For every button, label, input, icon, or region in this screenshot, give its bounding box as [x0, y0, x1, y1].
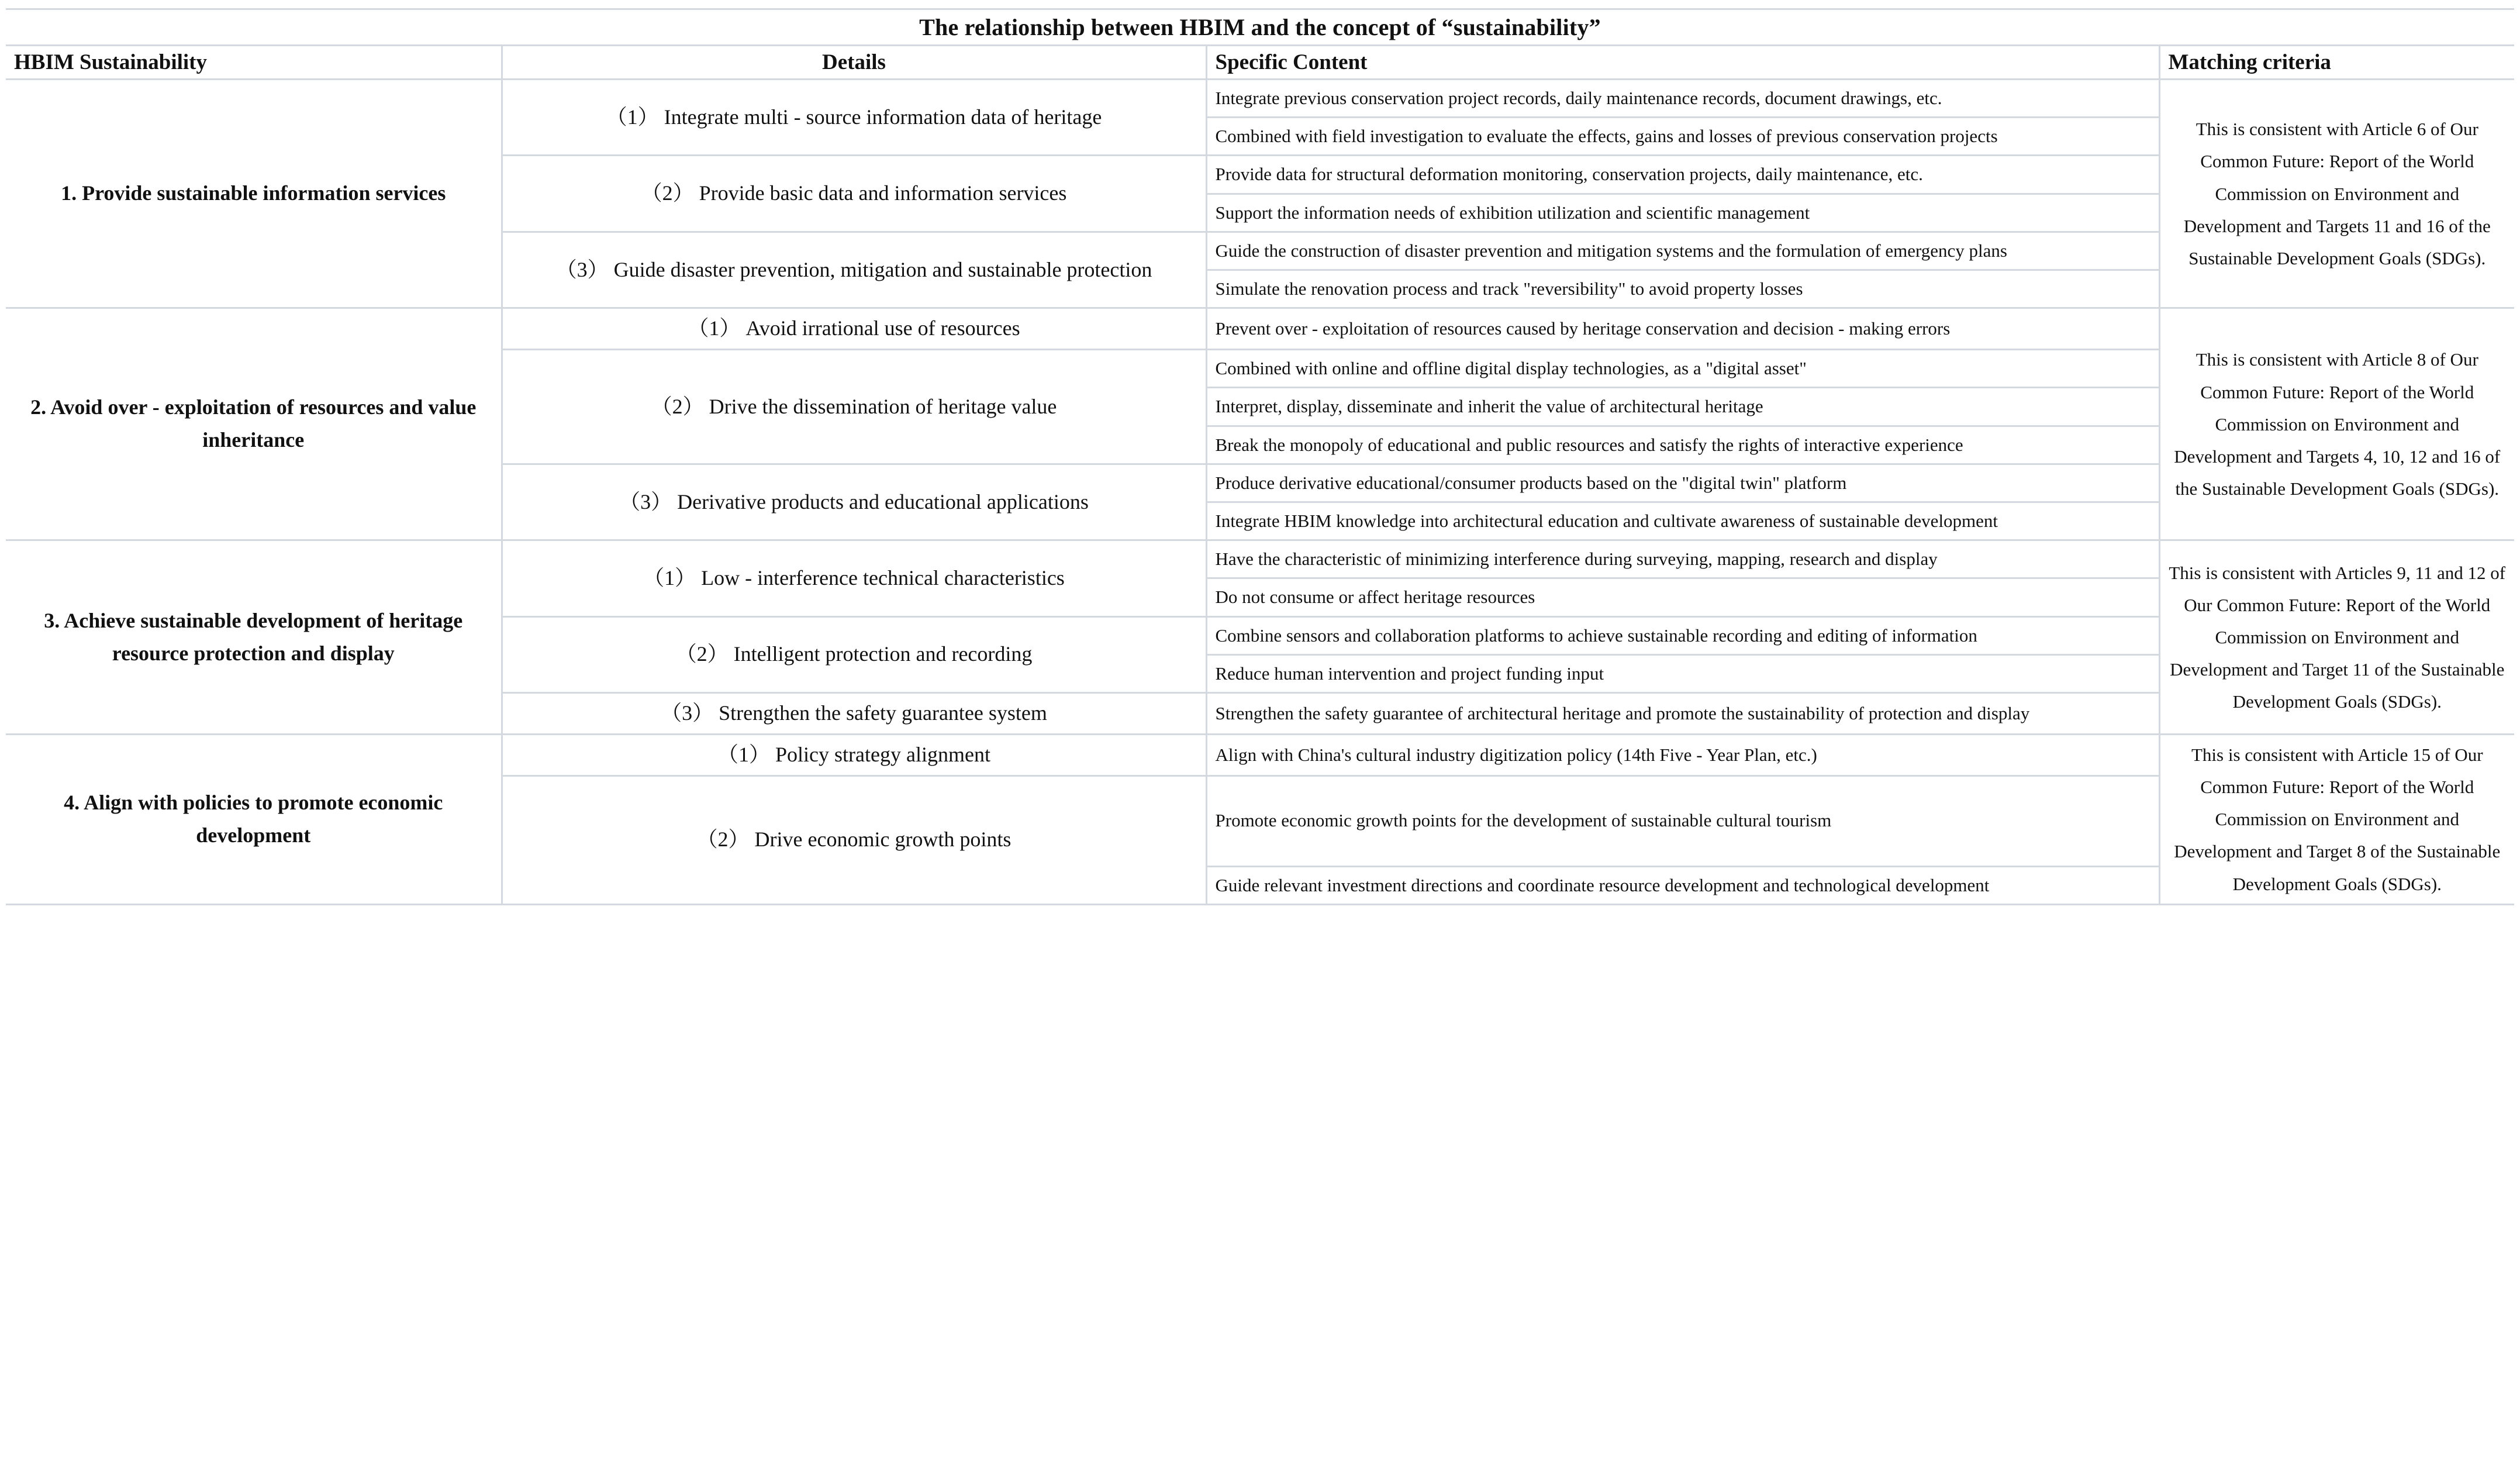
table-row — [6, 540, 2514, 578]
category-cell: 4. Align with policies to promote economic development — [6, 734, 502, 904]
table-row — [6, 734, 2514, 776]
detail-cell: （2） Drive the dissemination of heritage value — [502, 350, 1206, 464]
specific-content-cell: Strengthen the safety guarantee of architectural heritage and promote the sustainability of protection and display — [1206, 693, 2159, 735]
specific-content-cell: Do not consume or affect heritage resources — [1206, 578, 2159, 616]
specific-content-cell: Produce derivative educational/consumer products based on the "digital twin" platform — [1206, 464, 2159, 502]
table-title-row — [6, 9, 2514, 46]
specific-content-cell: Guide the construction of disaster prevention and mitigation systems and the formulation of emergency plans — [1206, 232, 2159, 270]
hbim-sustainability-table — [6, 8, 2514, 905]
table-header-row — [6, 46, 2514, 80]
specific-content-cell: Guide relevant investment directions and coordinate resource development and technological development — [1206, 866, 2159, 904]
column-header-details: Details — [502, 46, 1206, 80]
specific-content-cell: Break the monopoly of educational and public resources and satisfy the rights of interactive experience — [1206, 426, 2159, 464]
table-row — [6, 308, 2514, 350]
specific-content-cell: Integrate HBIM knowledge into architectural education and cultivate awareness of sustainable development — [1206, 502, 2159, 540]
matching-criteria-cell: This is consistent with Article 6 of Our Common Future: Report of the World Commission on Environment and Development and Targets 11 and 16 of the Sustainable Development Goals (SDGs). — [2159, 80, 2514, 308]
specific-content-cell: Align with China's cultural industry digitization policy (14th Five - Year Plan, etc.) — [1206, 734, 2159, 776]
matching-criteria-cell: This is consistent with Article 15 of Our Common Future: Report of the World Commission on Environment and Development and Target 8 of the Sustainable Development Goals (SDGs). — [2159, 734, 2514, 904]
detail-cell: （1） Avoid irrational use of resources — [502, 308, 1206, 350]
column-header-matching-criteria: Matching criteria — [2159, 46, 2514, 80]
specific-content-cell: Promote economic growth points for the development of sustainable cultural tourism — [1206, 776, 2159, 866]
detail-cell: （3） Guide disaster prevention, mitigation and sustainable protection — [502, 232, 1206, 308]
specific-content-cell: Combined with field investigation to evaluate the effects, gains and losses of previous conservation projects — [1206, 118, 2159, 156]
table-body — [6, 9, 2514, 905]
category-cell: 2. Avoid over - exploitation of resources and value inheritance — [6, 308, 502, 540]
specific-content-cell: Interpret, display, disseminate and inherit the value of architectural heritage — [1206, 388, 2159, 426]
specific-content-cell: Support the information needs of exhibition utilization and scientific management — [1206, 194, 2159, 232]
specific-content-cell: Prevent over - exploitation of resources caused by heritage conservation and decision - making errors — [1206, 308, 2159, 350]
specific-content-cell: Reduce human intervention and project funding input — [1206, 654, 2159, 692]
category-cell: 1. Provide sustainable information services — [6, 80, 502, 308]
category-cell: 3. Achieve sustainable development of heritage resource protection and display — [6, 540, 502, 735]
specific-content-cell: Have the characteristic of minimizing interference during surveying, mapping, research and display — [1206, 540, 2159, 578]
detail-cell: （3） Derivative products and educational applications — [502, 464, 1206, 540]
column-header-specific-content: Specific Content — [1206, 46, 2159, 80]
specific-content-cell: Provide data for structural deformation monitoring, conservation projects, daily maintenance, etc. — [1206, 156, 2159, 194]
matching-criteria-cell: This is consistent with Articles 9, 11 and 12 of Our Common Future: Report of the World Commission on Environment and Development and Target 11 of the Sustainable Development Goals (SDGs). — [2159, 540, 2514, 735]
detail-cell: （1） Policy strategy alignment — [502, 734, 1206, 776]
specific-content-cell: Integrate previous conservation project records, daily maintenance records, document drawings, etc. — [1206, 80, 2159, 118]
detail-cell: （2） Intelligent protection and recording — [502, 616, 1206, 692]
detail-cell: （2） Drive economic growth points — [502, 776, 1206, 904]
specific-content-cell: Simulate the renovation process and track "reversibility" to avoid property losses — [1206, 270, 2159, 308]
column-header-category: HBIM Sustainability — [6, 46, 502, 80]
detail-cell: （2） Provide basic data and information services — [502, 156, 1206, 232]
specific-content-cell: Combine sensors and collaboration platforms to achieve sustainable recording and editing of information — [1206, 616, 2159, 654]
table-title: The relationship between HBIM and the concept of “sustainability” — [6, 9, 2514, 46]
matching-criteria-cell: This is consistent with Article 8 of Our Common Future: Report of the World Commission on Environment and Development and Targets 4, 10, 12 and 16 of the Sustainable Development Goals (SDGs). — [2159, 308, 2514, 540]
specific-content-cell: Combined with online and offline digital display technologies, as a "digital asset" — [1206, 350, 2159, 388]
detail-cell: （3） Strengthen the safety guarantee system — [502, 693, 1206, 735]
detail-cell: （1） Low - interference technical characteristics — [502, 540, 1206, 616]
detail-cell: （1） Integrate multi - source information data of heritage — [502, 80, 1206, 156]
table-row — [6, 80, 2514, 118]
